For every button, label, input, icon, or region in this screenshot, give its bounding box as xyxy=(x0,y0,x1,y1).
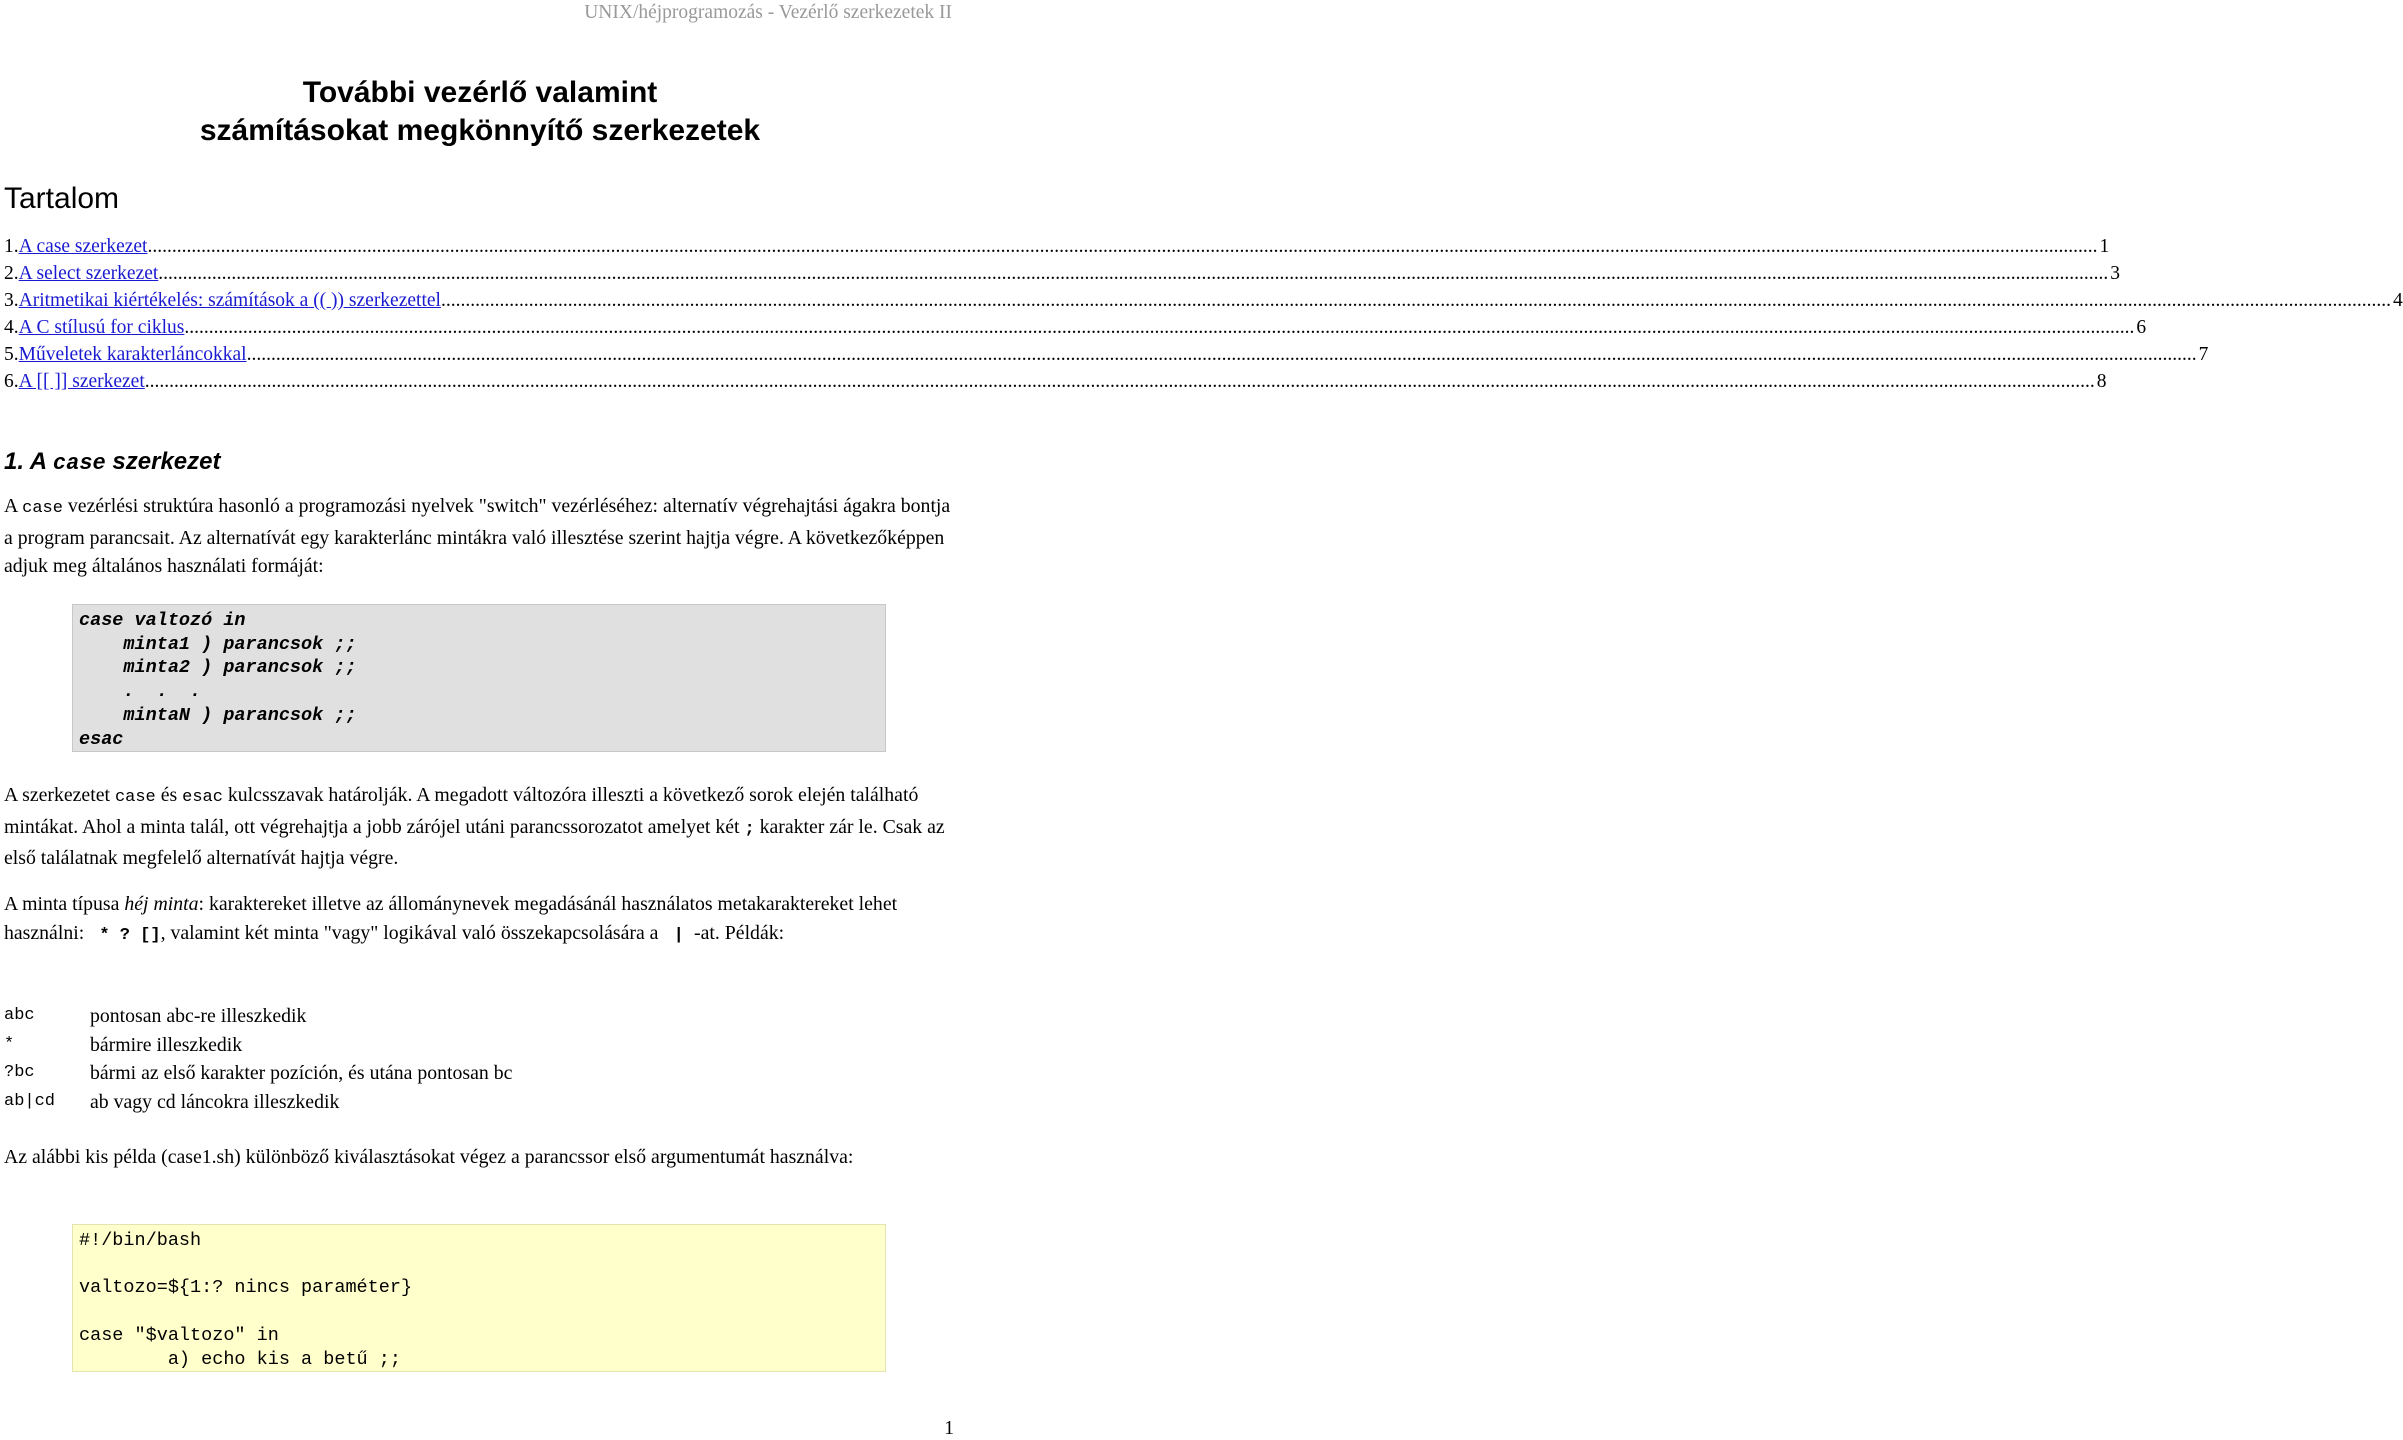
paragraph-example-intro: Az alábbi kis példa (case1.sh) különböző kiválasztásokat végez a parancssor első argumentumát használva: xyxy=(4,1146,854,1168)
toc-item-link[interactable]: Aritmetikai kiértékelés: számítások a (( )) szerkezettel xyxy=(18,290,441,311)
p2-code-esac: esac xyxy=(182,788,223,807)
toc-item-number: 2. xyxy=(4,263,19,284)
toc-leader-dots: ................................................................................................................................................................................................................................................................................................................................................................................................................ xyxy=(147,236,2098,257)
toc-item-number: 3. xyxy=(4,290,19,311)
p2-b: és xyxy=(155,784,183,806)
section-heading-code: case xyxy=(52,451,106,476)
toc-item-link[interactable]: A select szerkezet xyxy=(18,263,159,284)
example-description: ab vagy cd láncokra illeszkedik xyxy=(90,1090,340,1113)
toc-item-number: 5. xyxy=(4,344,19,365)
p2-c: kulcsszavak határolják. A megadott változóra illeszti a következő sorok elején található mintákat. Ahol a minta talál, ott végrehajtja a jobb zárójel utáni parancssorozatot amelyet két xyxy=(4,784,919,838)
p3-d: -at. Példák: xyxy=(694,921,785,944)
table-of-contents xyxy=(4,233,2403,395)
syntax-code-block: case valtozó in minta1 ) parancsok ;; minta2 ) parancsok ;; . . . mintaN ) parancsok ;; esac xyxy=(72,604,886,752)
p3-b: : karaktereket illetve az állománynevek megadásánál használatos metakaraktereket lehet használni: xyxy=(4,893,898,944)
document-title xyxy=(0,74,960,150)
p2-code-case: case xyxy=(114,788,156,807)
title-line-2: számításokat megkönnyítő szerkezetek xyxy=(199,114,761,147)
example-description: bármi az első karakter pozíción, és utána pontosan bc xyxy=(90,1062,513,1084)
toc-item-number: 1. xyxy=(4,236,19,257)
toc-item-page: 3 xyxy=(2110,263,2121,284)
page-number: 1 xyxy=(944,1418,954,1439)
example-description: bármire illeszkedik xyxy=(90,1033,243,1056)
toc-item-page: 6 xyxy=(2136,317,2147,338)
p1-code: case xyxy=(22,499,63,518)
paragraph-description xyxy=(4,781,954,873)
toc-heading: Tartalom xyxy=(4,182,120,215)
section-number: 1. xyxy=(4,448,25,475)
pattern-examples xyxy=(4,1002,512,1116)
toc-leader-dots: ................................................................................................................................................................................................................................................................................................................................................................................................................ xyxy=(144,371,2095,392)
toc-item-page: 8 xyxy=(2096,371,2107,392)
p3-code-pipe: | xyxy=(663,925,695,945)
toc-item-number: 4. xyxy=(4,317,19,338)
toc-leader-dots: ................................................................................................................................................................................................................................................................................................................................................................................................................ xyxy=(440,290,2391,311)
toc-item[interactable] xyxy=(4,368,2107,395)
toc-item[interactable] xyxy=(4,287,2403,314)
example-row xyxy=(4,1031,512,1060)
toc-item[interactable] xyxy=(4,260,2121,287)
toc-item-link[interactable]: A case szerkezet xyxy=(18,236,148,257)
example-pattern: ?bc xyxy=(4,1063,35,1082)
p2-a: A szerkezetet xyxy=(4,784,115,806)
toc-item-page: 4 xyxy=(2392,290,2403,311)
p1-b: vezérlési struktúra hasonló a programozási nyelvek "switch" vezérléséhez: alternatív végrehajtási ágakra bontja a program parancsait. Az alternatívát egy karakterlánc mintákra való illesztése szerint hajtja végre. A következőképpen adjuk meg általános használati formáját: xyxy=(4,495,951,577)
p2-code-semicolon: ; xyxy=(744,819,755,839)
paragraph-pattern-type xyxy=(4,890,954,950)
toc-item-link[interactable]: A [[ ]] szerkezet xyxy=(18,371,145,392)
example-pattern: * xyxy=(4,1034,15,1054)
example-pattern: ab|cd xyxy=(4,1091,56,1111)
p3-emphasis: héj minta xyxy=(124,893,199,915)
section-heading xyxy=(4,448,220,476)
toc-item-page: 1 xyxy=(2099,236,2110,257)
toc-item-link[interactable]: A C stílusú for ciklus xyxy=(18,317,185,338)
example-pattern: abc xyxy=(4,1006,35,1025)
p3-code-metachars: * ? [] xyxy=(89,925,161,945)
section-heading-post: szerkezet xyxy=(112,448,221,475)
toc-leader-dots: ................................................................................................................................................................................................................................................................................................................................................................................................................ xyxy=(158,263,2109,284)
example-row xyxy=(4,1059,512,1088)
toc-item[interactable] xyxy=(4,341,2209,368)
toc-leader-dots: ................................................................................................................................................................................................................................................................................................................................................................................................................ xyxy=(246,344,2197,365)
example-code-block: #!/bin/bash valtozo=${1:? nincs paraméter} case "$valtozo" in a) echo kis a betű ;; xyxy=(72,1224,886,1372)
toc-item-link[interactable]: Műveletek karakterláncokkal xyxy=(18,344,247,365)
p1-a: A xyxy=(4,495,23,517)
example-row xyxy=(4,1002,512,1031)
section-heading-pre: A xyxy=(29,448,47,475)
title-line-1: További vezérlő valamint xyxy=(302,76,658,109)
p2-d: karakter zár le. Csak az első találatnak megfelelő alternatívát hajtja végre. xyxy=(4,815,945,869)
paragraph-intro xyxy=(4,492,954,581)
toc-item-page: 7 xyxy=(2198,344,2209,365)
toc-item[interactable] xyxy=(4,314,2147,341)
p3-a: A minta típusa xyxy=(4,893,125,915)
toc-item-number: 6. xyxy=(4,371,19,392)
example-description: pontosan abc-re illeszkedik xyxy=(90,1005,307,1027)
p3-c: , valamint két minta "vagy" logikával való összekapcsolására a xyxy=(160,921,664,944)
toc-leader-dots: ................................................................................................................................................................................................................................................................................................................................................................................................................ xyxy=(184,317,2135,338)
running-header: UNIX/héjprogramozás - Vezérlő szerkezetek II xyxy=(584,2,952,23)
toc-item[interactable] xyxy=(4,233,2110,260)
example-row xyxy=(4,1088,512,1117)
